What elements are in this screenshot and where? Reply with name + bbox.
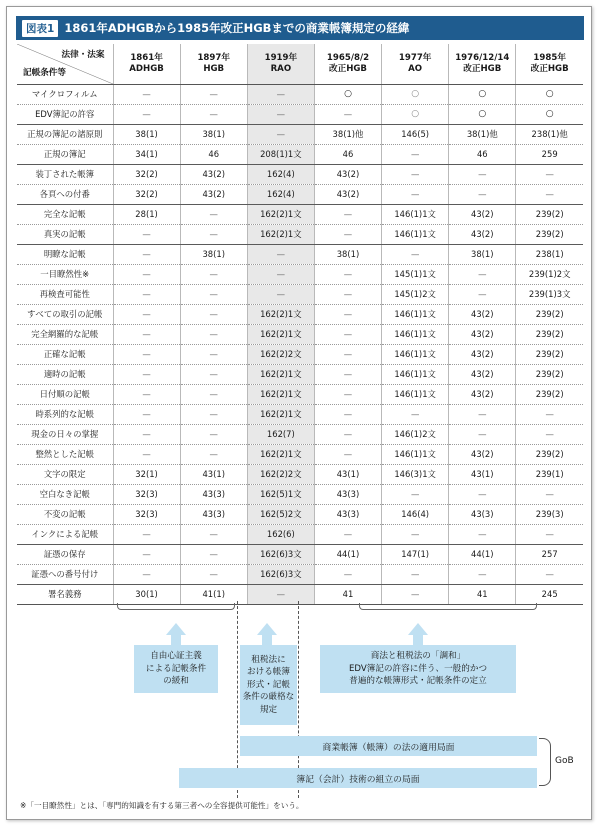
- table-cell: —: [180, 84, 247, 104]
- table-cell: —: [113, 524, 180, 544]
- table-cell: 162(2)1文: [247, 404, 314, 424]
- table-cell: —: [113, 404, 180, 424]
- table-row: [17, 444, 583, 464]
- table-cell: 257: [516, 544, 583, 564]
- table-cell: —: [113, 424, 180, 444]
- table-cell: —: [113, 564, 180, 584]
- note-free-evaluation: 自由心証主義 による記帳条件 の緩和: [134, 645, 218, 693]
- table-cell: 239(2): [516, 224, 583, 244]
- table-cell: 38(1)他: [449, 124, 516, 144]
- table-cell: —: [382, 404, 449, 424]
- table-cell: —: [180, 544, 247, 564]
- table-cell: —: [247, 244, 314, 264]
- table-cell: —: [314, 364, 381, 384]
- table-cell: —: [382, 244, 449, 264]
- table-header-row: [17, 44, 583, 84]
- header-col-1985-hgb: 1985年 改正HGB: [516, 44, 583, 84]
- table-cell: 43(2): [449, 444, 516, 464]
- row-label: 時系列的な記帳: [17, 404, 113, 424]
- table-cell: 34(1): [113, 144, 180, 164]
- table-cell: 43(1): [180, 464, 247, 484]
- table-cell: 245: [516, 584, 583, 604]
- table-cell: —: [180, 284, 247, 304]
- brace-ao-hgb: [359, 603, 537, 610]
- table-row: [17, 464, 583, 484]
- table-cell: 43(2): [180, 164, 247, 184]
- table-cell: ○: [516, 84, 583, 104]
- row-label: 適時の記帳: [17, 364, 113, 384]
- regulation-table: [17, 44, 583, 605]
- table-cell: —: [516, 164, 583, 184]
- table-row: [17, 384, 583, 404]
- table-row: [17, 164, 583, 184]
- table-cell: 238(1)他: [516, 124, 583, 144]
- table-cell: —: [314, 524, 381, 544]
- table-cell: 43(2): [449, 324, 516, 344]
- table-cell: —: [113, 344, 180, 364]
- table-cell: 38(1): [180, 124, 247, 144]
- table-row: [17, 504, 583, 524]
- table-cell: —: [247, 84, 314, 104]
- header-col-1861-adhgb: 1861年 ADHGB: [113, 44, 180, 84]
- table-cell: 238(1): [516, 244, 583, 264]
- table-cell: —: [113, 364, 180, 384]
- table-cell: —: [247, 264, 314, 284]
- table-cell: —: [113, 304, 180, 324]
- table-cell: 43(3): [180, 504, 247, 524]
- table-cell: 32(2): [113, 184, 180, 204]
- table-cell: 43(1): [449, 464, 516, 484]
- table-cell: —: [516, 404, 583, 424]
- table-cell: —: [314, 344, 381, 364]
- table-cell: 32(3): [113, 504, 180, 524]
- table-cell: 146(1)1文: [382, 304, 449, 324]
- table-cell: —: [314, 564, 381, 584]
- row-label: 一目瞭然性※: [17, 264, 113, 284]
- table-cell: 43(3): [449, 504, 516, 524]
- table-cell: —: [180, 524, 247, 544]
- table-cell: 239(2): [516, 384, 583, 404]
- footnote: ※「一目瞭然性」とは、「専門的知識を有する第三者への全容提供可能性」をいう。: [20, 801, 304, 810]
- table-cell: 43(2): [449, 224, 516, 244]
- figure-title-bar: [16, 16, 584, 40]
- row-label: 各頁への付番: [17, 184, 113, 204]
- table-cell: 162(7): [247, 424, 314, 444]
- table-cell: 239(2): [516, 324, 583, 344]
- header-col-1919-rao: 1919年 RAO: [247, 44, 314, 84]
- table-cell: 162(2)1文: [247, 324, 314, 344]
- table-cell: —: [449, 564, 516, 584]
- figure-tag: 図表1: [22, 20, 58, 37]
- table-cell: 43(2): [314, 164, 381, 184]
- table-row: [17, 204, 583, 224]
- row-label: 不変の記帳: [17, 504, 113, 524]
- table-cell: —: [314, 304, 381, 324]
- table-cell: —: [449, 164, 516, 184]
- table-cell: —: [247, 104, 314, 124]
- table-cell: —: [314, 284, 381, 304]
- arrow-up-right: [408, 623, 428, 635]
- table-cell: —: [180, 104, 247, 124]
- row-label: 文字の限定: [17, 464, 113, 484]
- table-cell: 162(5)1文: [247, 484, 314, 504]
- row-label: 現金の日々の掌握: [17, 424, 113, 444]
- table-cell: 145(1)1文: [382, 264, 449, 284]
- table-cell: ○: [382, 84, 449, 104]
- table-cell: 43(3): [314, 504, 381, 524]
- table-cell: —: [449, 424, 516, 444]
- table-row: [17, 524, 583, 544]
- header-col-1897-hgb: 1897年 HGB: [180, 44, 247, 84]
- table-cell: 43(2): [449, 344, 516, 364]
- table-cell: —: [382, 524, 449, 544]
- row-label: 証憑への番号付け: [17, 564, 113, 584]
- table-cell: 146(1)1文: [382, 324, 449, 344]
- table-cell: 239(1): [516, 464, 583, 484]
- table-cell: —: [180, 324, 247, 344]
- table-cell: —: [113, 244, 180, 264]
- table-cell: —: [113, 224, 180, 244]
- table-cell: —: [314, 404, 381, 424]
- table-cell: 239(2): [516, 344, 583, 364]
- table-cell: —: [247, 124, 314, 144]
- table-cell: —: [382, 484, 449, 504]
- table-row: [17, 364, 583, 384]
- table-cell: 239(2): [516, 364, 583, 384]
- table-cell: 41(1): [180, 584, 247, 604]
- row-label: 正確な記帳: [17, 344, 113, 364]
- header-col-1976-hgb: 1976/12/14 改正HGB: [449, 44, 516, 84]
- table-cell: 146(1)1文: [382, 444, 449, 464]
- header-corner-conditions: 記帳条件等: [23, 67, 66, 78]
- header-corner-cell: [17, 44, 113, 84]
- table-row: [17, 404, 583, 424]
- table-cell: 32(3): [113, 484, 180, 504]
- table-cell: —: [314, 104, 381, 124]
- note-harmonization: 商法と租税法の「調和」 EDV簿記の許容に伴う、一般的かつ 普遍的な帳簿形式・記帳条件の定立: [320, 645, 516, 693]
- table-cell: 28(1): [113, 204, 180, 224]
- table-cell: 162(4): [247, 164, 314, 184]
- arrow-stem-right: [413, 635, 423, 645]
- table-row: [17, 224, 583, 244]
- table-row: [17, 484, 583, 504]
- table-cell: 43(2): [449, 204, 516, 224]
- table-cell: —: [449, 484, 516, 504]
- table-cell: ○: [449, 104, 516, 124]
- table-cell: ○: [382, 104, 449, 124]
- arrow-stem-middle: [262, 635, 272, 645]
- table-row: [17, 584, 583, 604]
- table-cell: —: [516, 424, 583, 444]
- table-body: [17, 84, 583, 604]
- table-cell: 38(1): [113, 124, 180, 144]
- table-cell: 162(4): [247, 184, 314, 204]
- table-cell: —: [449, 264, 516, 284]
- table-cell: 146(1)1文: [382, 384, 449, 404]
- table-cell: —: [516, 524, 583, 544]
- table-cell: 43(1): [314, 464, 381, 484]
- note-tax-law-strict: 租税法に おける帳簿 形式・記帳 条件の厳格な 規定: [240, 645, 297, 725]
- table-cell: 147(1): [382, 544, 449, 564]
- table-cell: —: [180, 344, 247, 364]
- table-cell: —: [247, 284, 314, 304]
- table-cell: 239(1)2文: [516, 264, 583, 284]
- row-label: EDV簿記の許容: [17, 104, 113, 124]
- row-label: 署名義務: [17, 584, 113, 604]
- table-cell: 162(5)2文: [247, 504, 314, 524]
- table-cell: —: [113, 444, 180, 464]
- table-cell: —: [113, 284, 180, 304]
- table-cell: 239(2): [516, 444, 583, 464]
- table-cell: 162(6): [247, 524, 314, 544]
- table-cell: —: [314, 204, 381, 224]
- arrow-up-middle: [257, 623, 277, 635]
- arrow-stem-left: [171, 635, 181, 645]
- table-cell: —: [113, 84, 180, 104]
- bar-technique-assembly: 簿記（会計）技術の組立の局面: [179, 768, 537, 788]
- table-cell: —: [314, 444, 381, 464]
- row-label: 完全網羅的な記帳: [17, 324, 113, 344]
- table-cell: 43(2): [449, 384, 516, 404]
- table-cell: —: [382, 164, 449, 184]
- table-cell: 38(1): [180, 244, 247, 264]
- row-label: 証憑の保存: [17, 544, 113, 564]
- table-cell: —: [449, 404, 516, 424]
- row-label: すべての取引の記帳: [17, 304, 113, 324]
- gob-label: GoB: [555, 756, 574, 766]
- table-cell: 46: [314, 144, 381, 164]
- row-label: マイクロフィルム: [17, 84, 113, 104]
- table-cell: ○: [449, 84, 516, 104]
- table-cell: —: [382, 144, 449, 164]
- table-row: [17, 184, 583, 204]
- table-cell: 38(1): [314, 244, 381, 264]
- table-cell: —: [516, 184, 583, 204]
- table-cell: 46: [180, 144, 247, 164]
- row-label: 完全な記帳: [17, 204, 113, 224]
- table-cell: —: [247, 584, 314, 604]
- table-row: [17, 104, 583, 124]
- row-label: 真実の記帳: [17, 224, 113, 244]
- table-cell: —: [382, 564, 449, 584]
- table-cell: 239(2): [516, 304, 583, 324]
- table-cell: 208(1)1文: [247, 144, 314, 164]
- table-cell: 32(2): [113, 164, 180, 184]
- table-row: [17, 424, 583, 444]
- table-cell: 43(2): [314, 184, 381, 204]
- table-row: [17, 124, 583, 144]
- table-cell: 43(2): [449, 364, 516, 384]
- table-cell: 162(6)3文: [247, 564, 314, 584]
- table-row: [17, 344, 583, 364]
- table-cell: 43(3): [180, 484, 247, 504]
- table-row: [17, 324, 583, 344]
- table-cell: 239(1)3文: [516, 284, 583, 304]
- table-cell: —: [180, 384, 247, 404]
- row-label: 正規の簿記の諸原則: [17, 124, 113, 144]
- table-row: [17, 144, 583, 164]
- table-cell: 146(5): [382, 124, 449, 144]
- table-cell: —: [180, 364, 247, 384]
- table-cell: 162(2)1文: [247, 304, 314, 324]
- table-cell: —: [449, 284, 516, 304]
- table-row: [17, 264, 583, 284]
- table-cell: 146(1)2文: [382, 424, 449, 444]
- header-corner-law: 法律・法案: [61, 50, 105, 60]
- table-cell: 43(2): [449, 304, 516, 324]
- table-cell: —: [314, 264, 381, 284]
- row-label: 空白なき記帳: [17, 484, 113, 504]
- arrow-up-left: [166, 623, 186, 635]
- table-cell: 239(2): [516, 204, 583, 224]
- table-cell: —: [180, 264, 247, 284]
- row-label: 正規の簿記: [17, 144, 113, 164]
- bar-legal-application: 商業帳簿（帳簿）の法の適用局面: [240, 736, 537, 756]
- table-cell: ○: [516, 104, 583, 124]
- table-cell: —: [113, 544, 180, 564]
- row-label: 装丁された帳簿: [17, 164, 113, 184]
- table-row: [17, 564, 583, 584]
- table-cell: 162(2)1文: [247, 364, 314, 384]
- table-cell: —: [180, 304, 247, 324]
- table-cell: 30(1): [113, 584, 180, 604]
- brace-adhgb-hgb: [117, 603, 235, 610]
- table-cell: 162(2)2文: [247, 344, 314, 364]
- table-cell: 44(1): [314, 544, 381, 564]
- table-cell: 145(1)2文: [382, 284, 449, 304]
- table-cell: —: [449, 524, 516, 544]
- table-row: [17, 284, 583, 304]
- table-cell: 146(1)1文: [382, 344, 449, 364]
- table-cell: —: [314, 224, 381, 244]
- header-col-1965-hgb: 1965/8/2 改正HGB: [314, 44, 381, 84]
- table-cell: 44(1): [449, 544, 516, 564]
- table-cell: —: [449, 184, 516, 204]
- row-label: 再検査可能性: [17, 284, 113, 304]
- table-row: [17, 304, 583, 324]
- table-cell: —: [314, 324, 381, 344]
- table-cell: 43(3): [314, 484, 381, 504]
- table-cell: —: [516, 484, 583, 504]
- table-cell: 162(2)1文: [247, 444, 314, 464]
- table-cell: 146(3)1文: [382, 464, 449, 484]
- table-cell: 41: [314, 584, 381, 604]
- table-cell: ○: [314, 84, 381, 104]
- table-cell: 162(2)2文: [247, 464, 314, 484]
- row-label: インクによる記帳: [17, 524, 113, 544]
- table-cell: —: [382, 584, 449, 604]
- table-cell: 162(6)3文: [247, 544, 314, 564]
- table-row: [17, 244, 583, 264]
- table-cell: —: [180, 204, 247, 224]
- table-cell: 162(2)1文: [247, 204, 314, 224]
- table-cell: —: [113, 384, 180, 404]
- row-label: 日付順の記帳: [17, 384, 113, 404]
- table-cell: 162(2)1文: [247, 384, 314, 404]
- table-cell: —: [516, 564, 583, 584]
- row-label: 明瞭な記帳: [17, 244, 113, 264]
- table-cell: —: [180, 444, 247, 464]
- table-cell: 239(3): [516, 504, 583, 524]
- table-cell: 38(1)他: [314, 124, 381, 144]
- table-row: [17, 84, 583, 104]
- table-row: [17, 544, 583, 564]
- table-cell: —: [382, 184, 449, 204]
- table-cell: —: [180, 424, 247, 444]
- table-cell: 259: [516, 144, 583, 164]
- header-col-1977-ao: 1977年 AO: [382, 44, 449, 84]
- table-cell: 146(1)1文: [382, 204, 449, 224]
- table-cell: 41: [449, 584, 516, 604]
- table-cell: —: [314, 424, 381, 444]
- table-cell: 146(4): [382, 504, 449, 524]
- table-cell: —: [113, 104, 180, 124]
- table-cell: —: [113, 324, 180, 344]
- table-cell: —: [180, 564, 247, 584]
- table-cell: 46: [449, 144, 516, 164]
- table-cell: 43(2): [180, 184, 247, 204]
- row-label: 整然とした記帳: [17, 444, 113, 464]
- table-cell: 146(1)1文: [382, 224, 449, 244]
- table-cell: 38(1): [449, 244, 516, 264]
- table-cell: 162(2)1文: [247, 224, 314, 244]
- figure-title: 1861年ADHGBから1985年改正HGBまでの商業帳簿規定の経緯: [64, 21, 410, 35]
- table-cell: —: [314, 384, 381, 404]
- table-cell: —: [180, 404, 247, 424]
- table-cell: —: [113, 264, 180, 284]
- table-cell: —: [180, 224, 247, 244]
- table-cell: 146(1)1文: [382, 364, 449, 384]
- table-cell: 32(1): [113, 464, 180, 484]
- gob-bracket: [539, 738, 551, 786]
